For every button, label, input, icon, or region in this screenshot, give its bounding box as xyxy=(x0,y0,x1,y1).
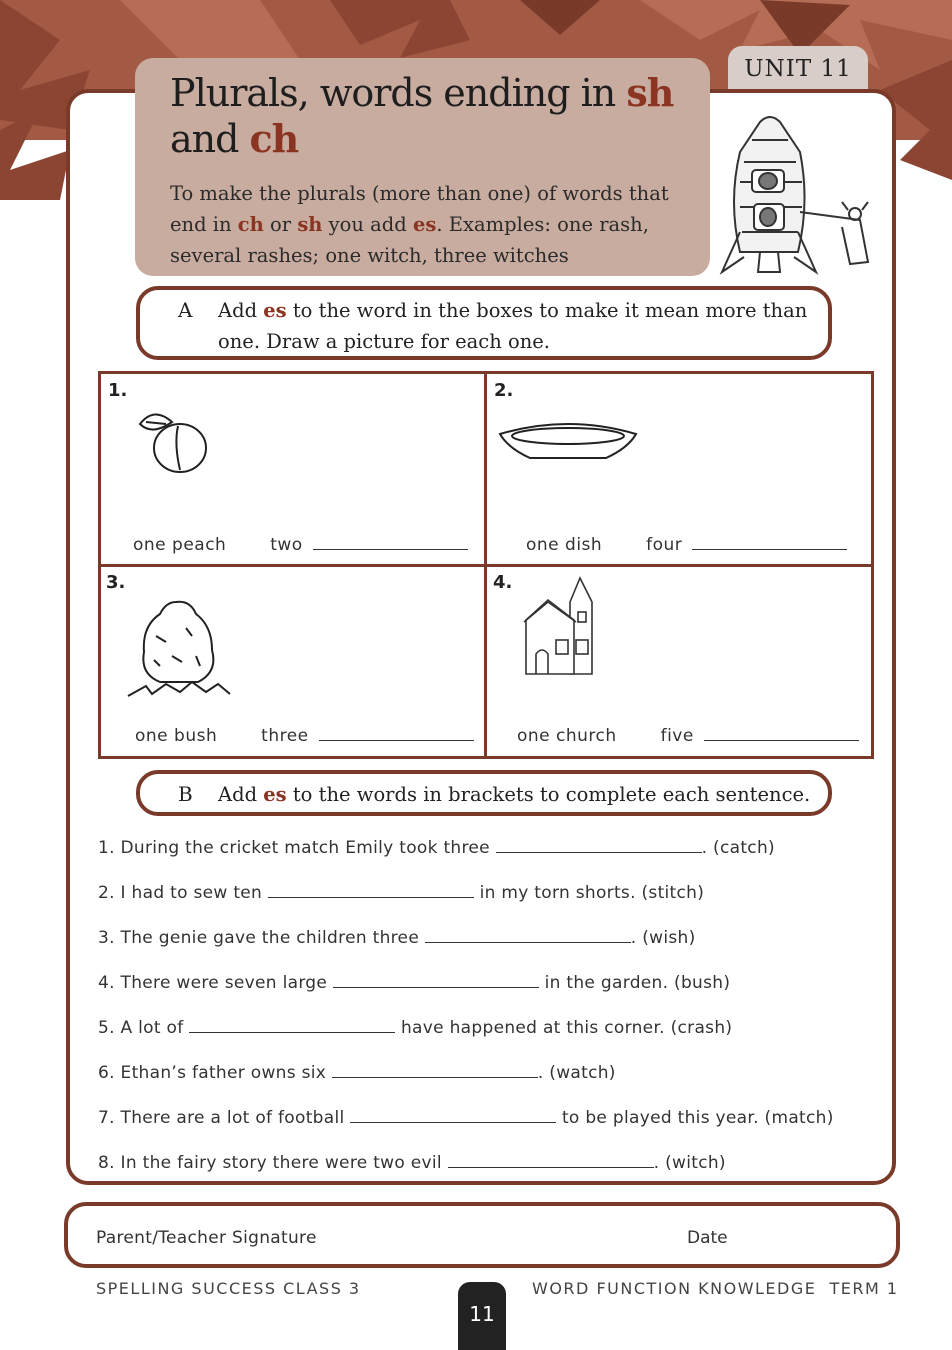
sentence-7: 7. There are a lot of football to be played this year. (match) xyxy=(98,1108,834,1128)
section-b-instruction xyxy=(136,770,832,816)
date-label: Date xyxy=(687,1228,728,1248)
box-3-number: 3. xyxy=(106,572,126,593)
sentence-6-blank[interactable] xyxy=(332,1061,538,1078)
box-1-count: two xyxy=(270,535,303,555)
box-4-singular: one church xyxy=(517,726,617,746)
section-a-instruction xyxy=(136,286,832,360)
sentence-8-blank[interactable] xyxy=(448,1151,654,1168)
box-2-line xyxy=(526,533,847,555)
sentence-1-blank[interactable] xyxy=(496,836,702,853)
page-number: 11 xyxy=(458,1282,506,1350)
church-icon xyxy=(520,574,600,680)
sentence-7-blank[interactable] xyxy=(350,1106,556,1123)
box-1-line xyxy=(133,533,468,555)
box-1-number: 1. xyxy=(108,380,128,401)
sentence-6: 6. Ethan’s father owns six . (watch) xyxy=(98,1063,616,1083)
box-3-line xyxy=(135,724,474,746)
sentence-1: 1. During the cricket match Emily took three . (catch) xyxy=(98,838,775,858)
footer-left: SPELLING SUCCESS CLASS 3 xyxy=(96,1279,361,1298)
grid-divider-horizontal xyxy=(98,564,874,567)
section-b-text: Add es to the words in brackets to complete each sentence. xyxy=(218,783,811,806)
rocket-icon xyxy=(710,112,890,282)
sentence-8: 8. In the fairy story there were two evil . (witch) xyxy=(98,1153,726,1173)
sentence-3-blank[interactable] xyxy=(425,926,631,943)
peach-icon xyxy=(134,404,214,476)
box-1-singular: one peach xyxy=(133,535,227,555)
box-3-count: three xyxy=(261,726,309,746)
bush-icon xyxy=(126,596,232,700)
dish-icon xyxy=(496,418,640,468)
box-4-count: five xyxy=(660,726,694,746)
section-b-letter: B xyxy=(178,782,193,806)
sentence-5-blank[interactable] xyxy=(189,1016,395,1033)
sentence-4: 4. There were seven large in the garden. (bush) xyxy=(98,973,731,993)
section-a-letter: A xyxy=(178,298,193,322)
intro-text: To make the plurals (more than one) of words that end in ch or sh you add es. Examples: one rash, several rashes; one witch, three witches xyxy=(170,182,669,267)
sentence-3: 3. The genie gave the children three . (wish) xyxy=(98,928,696,948)
box-4-answer-blank[interactable] xyxy=(704,724,859,741)
box-1-answer-blank[interactable] xyxy=(313,533,468,550)
sentence-5: 5. A lot of have happened at this corner. (crash) xyxy=(98,1018,733,1038)
sentence-2: 2. I had to sew ten in my torn shorts. (stitch) xyxy=(98,883,705,903)
sentence-4-blank[interactable] xyxy=(333,971,539,988)
page-title: Plurals, words ending in sh and ch xyxy=(170,70,674,161)
box-3-answer-blank[interactable] xyxy=(319,724,474,741)
box-4-line xyxy=(517,724,859,746)
sentence-2-blank[interactable] xyxy=(268,881,474,898)
box-3-singular: one bush xyxy=(135,726,218,746)
box-4-number: 4. xyxy=(493,572,513,593)
signature-label: Parent/Teacher Signature xyxy=(96,1228,317,1248)
section-a-text: Add es to the word in the boxes to make it mean more than one. Draw a picture for each one. xyxy=(218,299,808,353)
box-2-singular: one dish xyxy=(526,535,603,555)
box-2-number: 2. xyxy=(494,380,514,401)
box-2-answer-blank[interactable] xyxy=(692,533,847,550)
footer-right: WORD FUNCTION KNOWLEDGE TERM 1 xyxy=(532,1279,899,1298)
box-2-count: four xyxy=(646,535,683,555)
unit-tab: UNIT 11 xyxy=(728,46,868,92)
